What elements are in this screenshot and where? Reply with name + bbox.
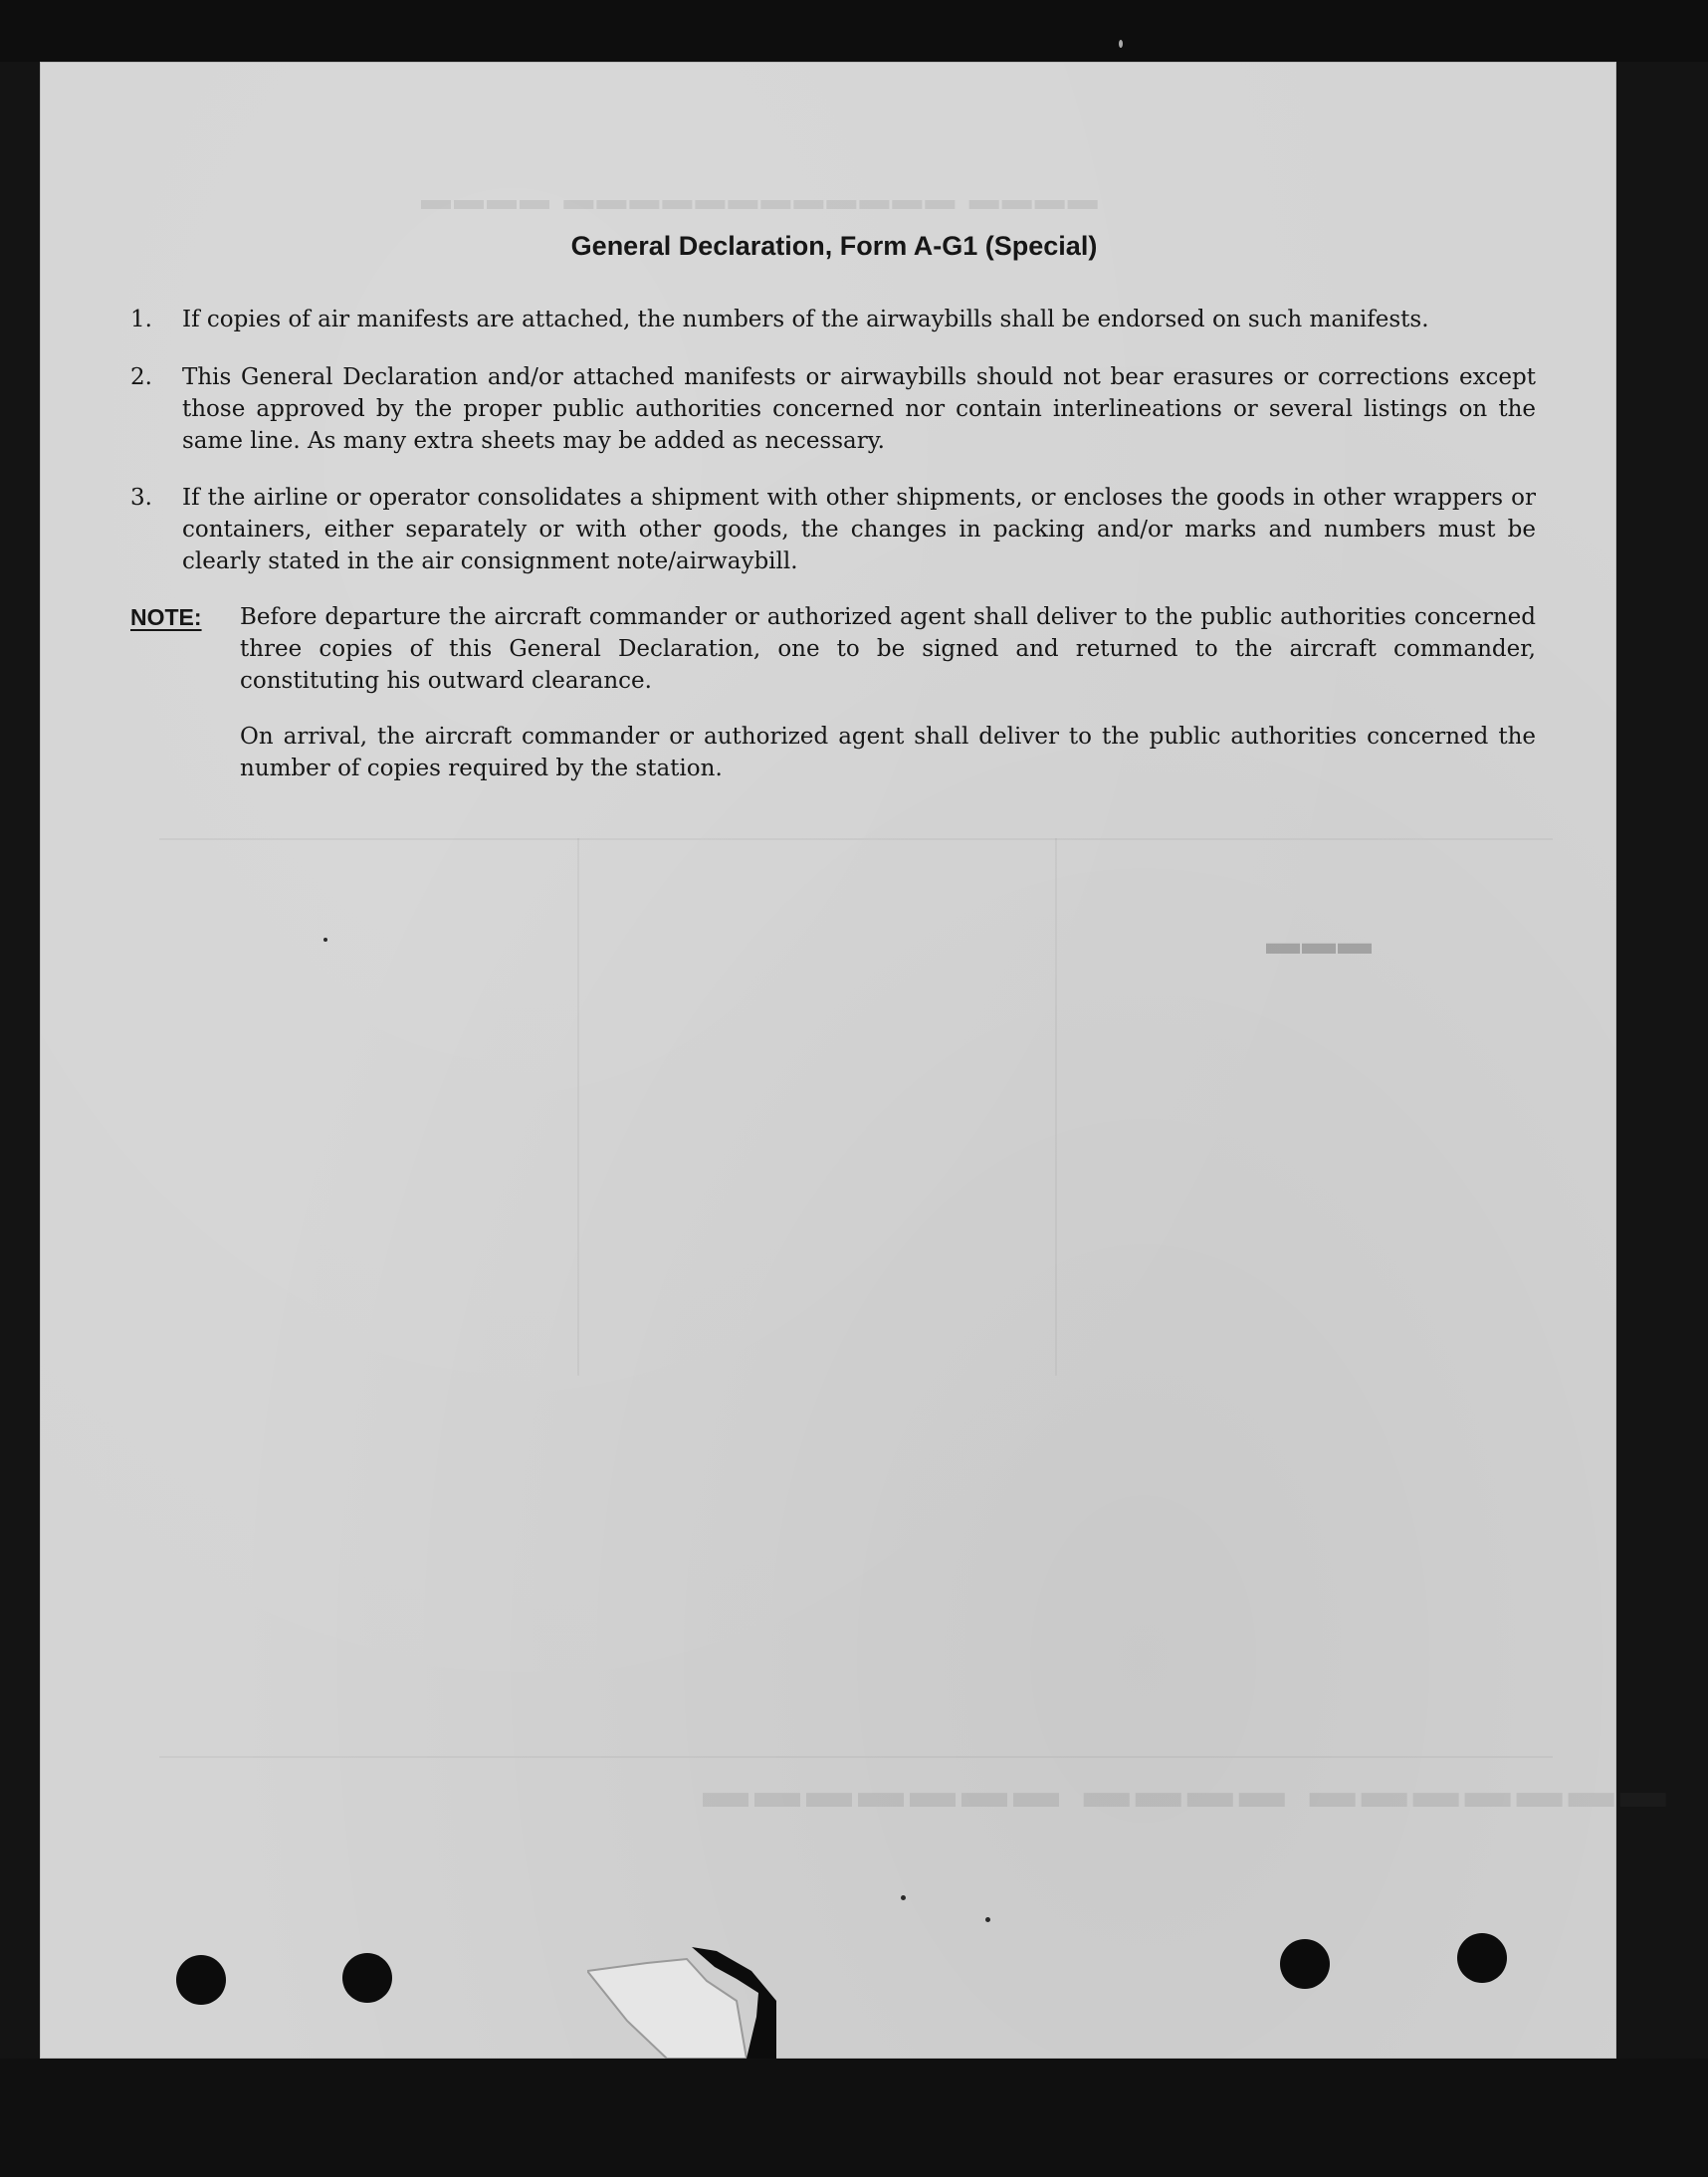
speck [1119, 40, 1123, 48]
show-through-text: ▬▬▬▬ ▬▬▬▬▬▬▬▬▬▬▬▬ ▬▬▬▬ [418, 183, 1098, 216]
punch-hole [1280, 1939, 1330, 1989]
punch-hole [1457, 1933, 1507, 1983]
list-item [130, 361, 1536, 457]
note-block [130, 601, 1536, 697]
list-item-text: If the airline or operator consolidates a shipment with other shipments, or encloses the goods in other wrappers or containers, either separately or with other goods, the changes in packing and/or marks and numbers must be clearly stated in the air consignment note/airwaybill. [182, 485, 1536, 574]
speck [985, 1917, 990, 1922]
list-item [130, 304, 1536, 335]
list-item-number: 1. [130, 307, 152, 332]
speck [901, 1895, 906, 1900]
list-item-number: 2. [130, 364, 152, 390]
note-label: NOTE: [130, 604, 202, 630]
punch-hole [176, 1955, 226, 2005]
list-item-number: 3. [130, 485, 152, 511]
torn-corner [587, 1941, 776, 2059]
show-through-number: ▬▬▬ [1264, 924, 1372, 962]
show-through-text: ▬▬▬▬▬▬▬ ▬▬▬▬ ▬▬▬▬▬▬▬ [697, 1765, 1666, 1817]
list-item-text: This General Declaration and/or attached manifests or airwaybills should not bear erasures or corrections except those approved by the proper public authorities concerned nor contain interlineations or several listings on the same line. As many extra sheets may be added as necessary. [182, 364, 1536, 454]
note-paragraph: Before departure the aircraft commander or authorized agent shall deliver to the public authorities concerned three copies of this General Declaration, one to be signed and returned to the aircraft commander, constituting his outward clearance. [240, 604, 1536, 694]
page-title: General Declaration, Form A-G1 (Special) [570, 231, 1098, 261]
note-paragraph: On arrival, the aircraft commander or authorized agent shall deliver to the public authorities concerned the number of copies required by the station. [240, 724, 1536, 781]
list-item [130, 482, 1536, 577]
list-item-text: If copies of air manifests are attached, the numbers of the airwaybills shall be endorsed on such manifests. [182, 307, 1429, 332]
speck [323, 938, 327, 942]
punch-hole [342, 1953, 392, 2003]
